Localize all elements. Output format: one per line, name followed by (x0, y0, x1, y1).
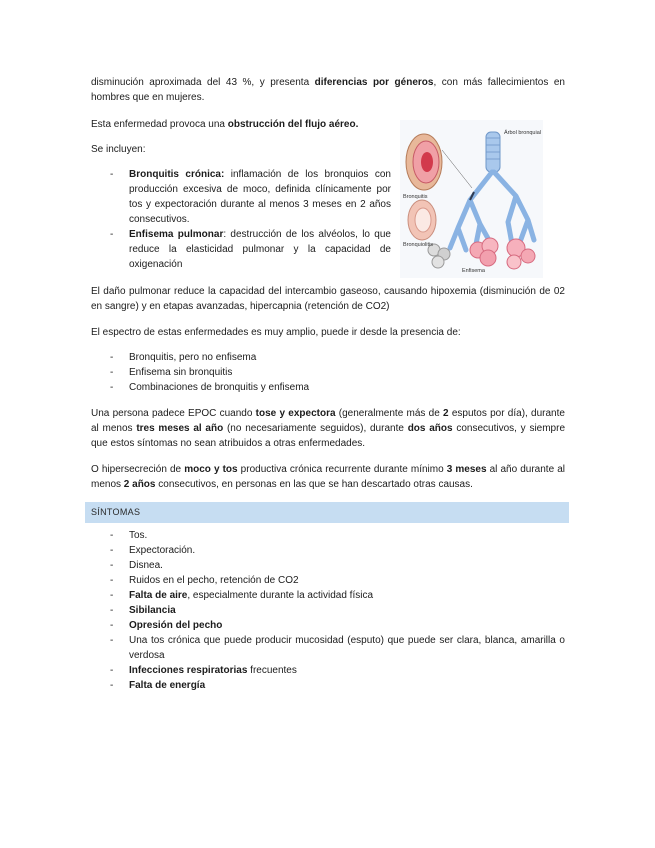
bold-span: obstrucción del flujo aéreo. (227, 119, 359, 130)
bold-span: diferencias por géneros (314, 77, 434, 88)
paragraph-obstruction (91, 117, 391, 132)
list-item: - Bronquitis, pero no enfisema (110, 352, 257, 363)
label-arbol-bronquial: Árbol bronquial (504, 130, 541, 136)
text-span: Expectoración. (129, 545, 196, 556)
text-span: Bronquitis, pero no enfisema (129, 352, 257, 363)
list-item: - Infecciones respiratorias frecuentes (110, 665, 297, 676)
text-span: Una persona padece EPOC cuando (91, 408, 256, 419)
list-item: - Enfisema sin bronquitis (110, 367, 233, 378)
text-span: esputos por día), durante al menos (91, 408, 565, 434)
bold-span: 3 meses (446, 464, 487, 475)
text-span: (generalmente más de (335, 408, 444, 419)
copd-lung-figure (400, 120, 543, 278)
text-span: inflamación de los bronquios con producción excesiva de moco, definida clínicamente por tos y expectoración durante al menos 3 meses en 2 años consecutivos. (129, 169, 391, 225)
list-item: - Una tos crónica que puede producir mucosidad (esputo) que puede ser clara, blanca, amarilla o verdosa (110, 635, 565, 661)
text-span: Disnea. (129, 560, 163, 571)
bold-span: tose y expectora (255, 408, 336, 419)
bold-span: Falta de energía (129, 680, 206, 691)
bold-span: Enfisema pulmonar (129, 229, 224, 240)
bold-span: 2 (443, 408, 449, 419)
list-item: - Expectoración. (110, 545, 196, 556)
list-item: - Disnea. (110, 560, 163, 571)
paragraph-gas-exchange: El daño pulmonar reduce la capacidad del intercambio gaseoso, causando hipoxemia (disminución de 02 en sangre) y en etapas avanzadas, hipercapnia (retención de CO2) (91, 286, 565, 312)
bold-span: Sibilancia (129, 605, 176, 616)
paragraph-epoc-definition (91, 406, 565, 451)
text-span: O hipersecreción de (91, 464, 185, 475)
bold-span: Falta de aire (129, 590, 188, 601)
bronchial-tree-illustration (400, 120, 543, 278)
list-item: - Falta de energía (110, 680, 206, 691)
text-span: Ruidos en el pecho, retención de CO2 (129, 575, 299, 586)
spectrum-list (91, 350, 565, 395)
list-item: - Combinaciones de bronquitis y enfisema (110, 382, 310, 393)
includes-list (91, 167, 391, 272)
text-span: Tos. (129, 530, 148, 541)
text-span: Enfisema sin bronquitis (129, 367, 233, 378)
text-span: Combinaciones de bronquitis y enfisema (129, 382, 310, 393)
bold-span: Infecciones respiratorias (129, 665, 248, 676)
text-span: disminución aproximada del 43 %, y presenta (91, 77, 315, 88)
list-item: - Ruidos en el pecho, retención de CO2 (110, 575, 299, 586)
text-span: (no necesariamente seguidos), durante (223, 423, 408, 434)
text-span: al año durante al menos (91, 464, 566, 490)
text-span: , especialmente durante la actividad física (187, 590, 374, 601)
paragraph-includes: Se incluyen: (91, 144, 146, 155)
text-span: Esta enfermedad provoca una (91, 119, 228, 130)
text-span: : destrucción de los alvéolos, lo que reduce la elasticidad pulmonar y la capacidad de oxigenación (129, 229, 391, 270)
paragraph-spectrum: El espectro de estas enfermedades es muy amplio, puede ir desde la presencia de: (91, 327, 461, 338)
section-header-symptoms (85, 502, 569, 523)
text-span: productiva crónica recurrente durante mínimo (237, 464, 447, 475)
text-span: , con más fallecimientos en hombres que en mujeres. (91, 77, 565, 103)
label-bronquitis: Bronquitis (403, 194, 428, 200)
list-item: - Tos. (110, 530, 148, 541)
bold-span: tres meses al año (136, 423, 224, 434)
section-header-label: SÍNTOMAS (91, 507, 141, 517)
list-item: - Bronquitis crónica: inflamación de los bronquios con producción excesiva de moco, definida clínicamente por tos y expectoración durante al menos 3 meses en 2 años consecutivos. (110, 169, 391, 225)
text-span: consecutivos, en personas en las que se han descartado otras causas. (155, 479, 473, 490)
bold-span: Bronquitis crónica: (129, 169, 225, 180)
list-item: - Falta de aire, especialmente durante la actividad física (110, 590, 374, 601)
paragraph-gender-differences (91, 75, 565, 105)
bold-span: dos años (407, 423, 453, 434)
bold-span: moco y tos (184, 464, 238, 475)
text-span: consecutivos, y siempre que estos síntomas no sean atribuidos a otras enfermedades. (91, 423, 566, 449)
bold-span: 2 años (123, 479, 156, 490)
label-enfisema: Enfisema (462, 268, 485, 274)
list-item: - Enfisema pulmonar: destrucción de los alvéolos, lo que reduce la elasticidad pulmonar y la capacidad de oxigenación (110, 229, 391, 270)
text-span: frecuentes (247, 665, 297, 676)
list-item: - Opresión del pecho (110, 620, 223, 631)
text-span: Una tos crónica que puede producir mucosidad (esputo) que puede ser clara, blanca, amarilla o verdosa (129, 635, 565, 661)
list-item: - Sibilancia (110, 605, 176, 616)
symptoms-list (91, 528, 565, 693)
paragraph-hypersecretion (91, 462, 565, 492)
label-bronquiolitis: Bronquiolitis (403, 242, 433, 248)
bold-span: Opresión del pecho (129, 620, 223, 631)
